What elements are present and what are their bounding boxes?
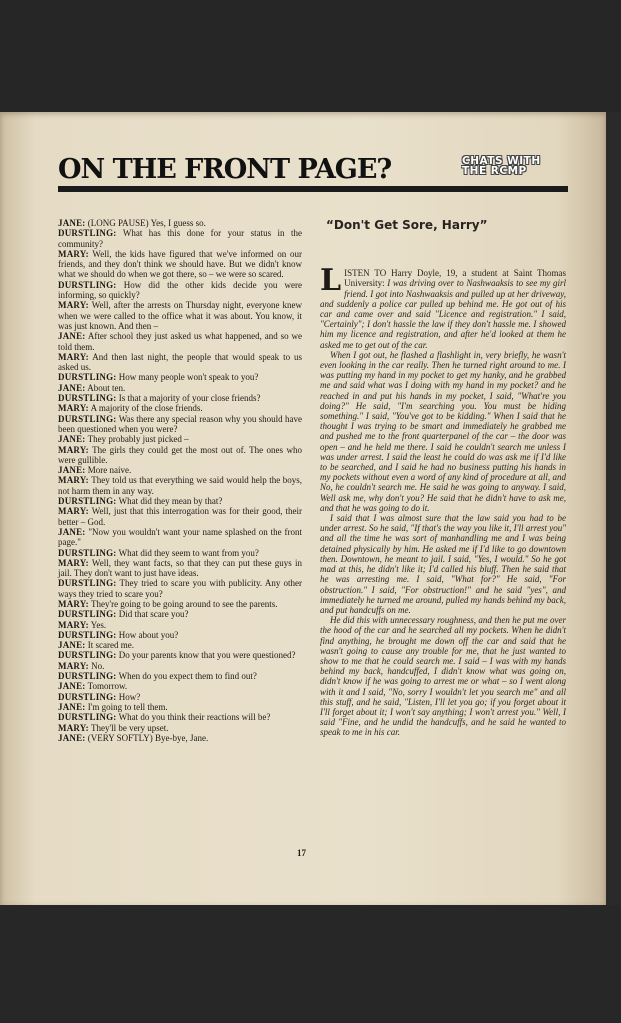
interview-line [58, 496, 302, 506]
interview-line [58, 733, 302, 743]
lead-italic: I was driving over to Nashwaaksis to see my girl friend. I got into Nashwaaksis and pulled up at her driveway, and suddenly a police car pulled up behind me. He got out of his car and came over and said "Licence and registration." I said, "Certainly"; I don't hassle the law if they don't hassle me. I showed him my licence and registration, and after he'd looked at them he asked me to get out of the car. [320, 278, 566, 350]
line-text: How? [118, 691, 141, 702]
interview-line [58, 671, 302, 681]
drop-cap: L [320, 263, 342, 299]
interview-line [58, 712, 302, 722]
line-text: Well, they want facts, so that they can put these guys in jail. They don't want to just have ideas. [58, 557, 302, 579]
interview-line [58, 372, 302, 382]
interview-column [58, 218, 302, 743]
interview-line [58, 352, 302, 373]
line-text: "Now you wouldn't want your name splashed on the front page." [58, 526, 302, 548]
line-text: How many people won't speak to you? [118, 372, 259, 383]
speaker-label: DURSTLING: [58, 372, 117, 383]
line-text: (VERY SOFTLY) Bye-bye, Jane. [87, 732, 209, 743]
speaker-label: MARY: [58, 619, 89, 630]
line-text: No. [91, 660, 105, 671]
interview-line [58, 414, 302, 435]
speaker-label: MARY: [58, 557, 89, 568]
line-text: They probably just picked – [87, 434, 189, 445]
line-text: What did they mean by that? [118, 496, 223, 507]
interview-line [58, 630, 302, 640]
line-text: I'm going to tell them. [87, 701, 168, 712]
line-text: And then last night, the people that would speak to us asked us. [58, 351, 302, 373]
interview-line [58, 723, 302, 733]
line-text: About ten. [87, 382, 126, 393]
line-text: Did that scare you? [118, 609, 189, 620]
line-text: Well, after the arrests on Thursday night, everyone knew when we were called to the office what it was about. You know, it was just known. And then – [58, 300, 302, 331]
line-text: More naive. [87, 465, 132, 476]
page-number: 17 [297, 848, 306, 858]
page-header [58, 150, 568, 200]
line-text: What did they seem to want from you? [118, 547, 259, 558]
line-text: How did the other kids decide you were informing, so quickly? [58, 279, 303, 301]
interview-line [58, 609, 302, 619]
speaker-label: MARY: [58, 403, 89, 414]
speaker-label: JANE: [58, 640, 86, 651]
line-text: It scared me. [87, 640, 134, 651]
line-text: Tomorrow. [87, 681, 128, 692]
line-text: After school they just asked us what happened, and so we told them. [58, 331, 302, 352]
interview-line [58, 661, 302, 671]
article-paragraph: When I got out, he flashed a flashlight in, very briefly, he wasn't even looking in the car really. Then he turned right around to me. I was putting my hand in my pocket to get my hanky, and he grabbed me and said what was I doing with my hand in my pocket? and he reached in and put his hands in my pocket, I said, "What're you doing?" He said, "I'm searching you. You must be hiding something." I said, "You've got to be kidding." When I said that he thought I was trying to be smart and immediately he grabbed me and pushed me to the front quarterpanel of the car – the door was open – and he held me there. I said he couldn't search me unless I was under arrest. I said the least he could do was ask me if I'd like to be searched, and I said he had no business putting his hands in my pockets without even a word of any kind of procedure at all, and No, he couldn't search me. He said he was going to anyway. I said, Well ask me, why don't you? He said that he didn't have to ask me, and that he was going to do it. [320, 349, 566, 513]
interview-line [58, 300, 302, 331]
speaker-label: MARY: [58, 506, 89, 517]
interview-line [58, 702, 302, 712]
interview-line [58, 558, 302, 579]
speaker-label: DURSTLING: [58, 578, 117, 589]
line-text: A majority of the close friends. [90, 403, 203, 414]
speaker-label: DURSTLING: [58, 691, 117, 702]
header-rule [58, 186, 568, 192]
page-subtitle: CHATS WITH THE RCMP [462, 155, 541, 177]
line-text: They'll be very upset. [90, 722, 169, 733]
interview-line [58, 445, 302, 466]
speaker-label: JANE: [58, 526, 86, 537]
interview-line [58, 280, 302, 301]
speaker-label: MARY: [58, 351, 89, 362]
interview-line [58, 620, 302, 630]
article-title: “Don't Get Sore, Harry” [326, 218, 488, 232]
speaker-label: DURSTLING: [58, 496, 117, 507]
speaker-label: DURSTLING: [58, 671, 117, 682]
article-paragraph: He did this with unnecessary roughness, and then he put me over the hood of the car and he searched all my pockets. When he didn't find anything, he brought me down off the car and said that he wasn't going to cause any trouble for me, that he just wanted to show to me that he could search me. I said – I was with my hands behind my back, handcuffed, I didn't know what was going on, didn't know if he was going to arrest me or what – so I went along with it and I said, "No, sorry I wouldn't let you search me" and all this stuff, and he said, "Listen, I'll let you go; if you forget about it I'll forget about it; I won't say anything; I won't arrest you." Well, I said "Fine, and he undid the handcuffs, and he said he wanted to speak to me in his car. [320, 615, 566, 738]
interview-line [58, 249, 302, 280]
line-text: Well, just that this interrogation was for their good, their better – God. [58, 506, 303, 527]
interview-line [58, 403, 302, 413]
speaker-label: DURSTLING: [58, 413, 117, 424]
speaker-label: JANE: [58, 331, 86, 342]
background-top [0, 0, 621, 112]
background-bottom [0, 905, 621, 1023]
interview-line [58, 506, 302, 527]
magazine-page [0, 112, 606, 905]
speaker-label: MARY: [58, 444, 89, 455]
interview-line [58, 548, 302, 558]
interview-line [58, 228, 302, 249]
interview-line [58, 465, 302, 475]
speaker-label: DURSTLING: [58, 650, 117, 661]
speaker-label: JANE: [58, 465, 86, 476]
interview-line [58, 681, 302, 691]
speaker-label: DURSTLING: [58, 228, 117, 239]
speaker-label: DURSTLING: [58, 279, 117, 290]
speaker-label: DURSTLING: [58, 547, 117, 558]
interview-line [58, 650, 302, 660]
speaker-label: DURSTLING: [58, 393, 117, 404]
line-text: How about you? [118, 629, 179, 640]
speaker-label: MARY: [58, 248, 89, 259]
article-column [320, 218, 566, 738]
interview-line [58, 578, 302, 599]
speaker-label: JANE: [58, 681, 86, 692]
line-text: The girls they could get the most out of. The ones who were gullible. [58, 444, 302, 465]
line-text: When do you expect them to find out? [118, 671, 257, 682]
line-text: Yes. [90, 619, 107, 630]
interview-line [58, 527, 302, 548]
line-text: They're going to be going around to see the parents. [90, 598, 278, 609]
speaker-label: JANE: [58, 732, 86, 743]
speaker-label: MARY: [58, 598, 89, 609]
speaker-label: JANE: [58, 218, 86, 228]
line-text: They told us that everything we said would help the boys, not harm them in any way. [58, 475, 303, 496]
speaker-label: DURSTLING: [58, 712, 117, 723]
line-text: Well, the kids have figured that we've informed on our friends, and they don't think we should have. But we didn't know what we should do when we got there, so – we were so scared. [58, 248, 302, 280]
interview-line [58, 331, 302, 352]
speaker-label: MARY: [58, 722, 89, 733]
interview-line [58, 434, 302, 444]
speaker-label: MARY: [58, 475, 89, 486]
line-text: What do you think their reactions will be? [118, 712, 271, 723]
interview-line [58, 475, 302, 496]
interview-line [58, 218, 302, 228]
interview-line [58, 393, 302, 403]
speaker-label: MARY: [58, 300, 89, 311]
interview-line [58, 692, 302, 702]
article-lead [320, 263, 566, 350]
line-text: What has this done for your status in the community? [58, 228, 302, 249]
interview-line [58, 383, 302, 393]
line-text: They tried to scare you with publicity. Any other ways they tried to scare you? [58, 578, 302, 599]
line-text: Is that a majority of your close friends? [118, 393, 261, 404]
line-text: (LONG PAUSE) Yes, I guess so. [87, 218, 206, 228]
speaker-label: JANE: [58, 382, 86, 393]
article-paragraph: I said that I was almost sure that the law said you had to be under arrest. So he said, "If that's the way you like it, I'll arrest you" and all the time he was sort of manhandling me and I was being detained physically by him. He asked me if I'd like to go downtown then. Downtown, he meant to jail. I said, "Yes, I would." So he got mad at this, he didn't like it; I'd called his bluff. Then he said that he was arresting me. I said, "What for?" He said, "For obstruction." I said, "For obstruction!" and he said "yes", and immediately he turned me around, pulled my hands behind my back, and put handcuffs on me. [320, 513, 566, 615]
speaker-label: DURSTLING: [58, 609, 117, 620]
line-text: Do your parents know that you were questioned? [118, 650, 296, 661]
speaker-label: MARY: [58, 660, 89, 671]
interview-line [58, 599, 302, 609]
speaker-label: JANE: [58, 434, 86, 445]
line-text: Was there any special reason why you should have been questioned when you were? [58, 413, 302, 434]
page-title: ON THE FRONT PAGE? [58, 154, 392, 185]
speaker-label: DURSTLING: [58, 629, 117, 640]
lead-roman: ISTEN TO Harry Doyle, 19, a student at Saint Thomas University: [344, 268, 566, 289]
interview-line [58, 640, 302, 650]
speaker-label: JANE: [58, 701, 86, 712]
